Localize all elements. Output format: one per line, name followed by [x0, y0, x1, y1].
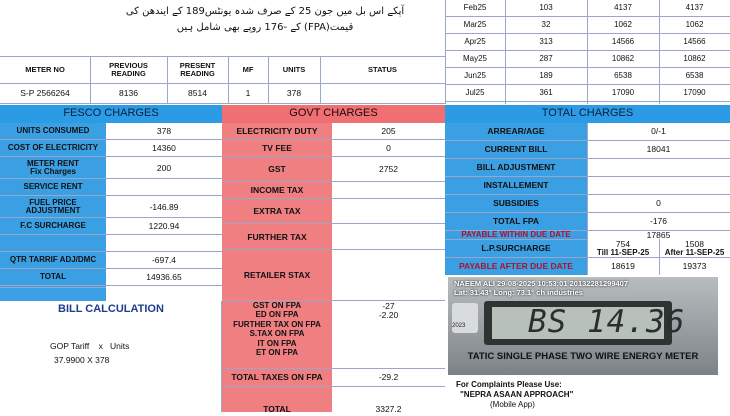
total-charges-table	[445, 123, 730, 275]
history-month: Feb25	[463, 2, 487, 12]
history-paid: 17090	[683, 87, 706, 97]
fpa-tax-label: IT ON FPA	[257, 339, 297, 348]
after-date-value: 19373	[682, 261, 707, 272]
fpa-tax-value	[332, 349, 445, 359]
govt-charge-value: 0	[386, 143, 391, 154]
fpa-notice	[100, 4, 430, 36]
history-paid: 1062	[685, 19, 704, 29]
govt-charge-value: 205	[381, 126, 396, 137]
fesco-charge-label: TOTAL	[40, 272, 66, 282]
history-units: 361	[539, 87, 553, 97]
lp-surcharge-label: L.P.SURCHARGE	[481, 243, 551, 254]
fesco-charge-label	[0, 235, 106, 252]
fpa-tax-label: S.TAX ON FPA	[249, 329, 305, 339]
fpa-notice-line2: قیمت(FPA) کے -176 روپے بھی شامل ہیں	[176, 22, 354, 33]
bill-calc-formula: GOP Tariff x Units	[50, 341, 130, 351]
meter-display-reading: BS 14.36	[528, 304, 686, 340]
history-month: May25	[462, 53, 487, 63]
bill-calc-value: 37.9900 X 378	[54, 355, 110, 365]
fesco-charge-value: 200	[156, 162, 172, 173]
history-bill: 17090	[611, 87, 635, 97]
subsidies-value: 0	[656, 198, 661, 209]
complaints-line-2: "NEPRA ASAAN APPROACH"	[460, 390, 574, 399]
history-month: Jun25	[464, 70, 486, 80]
fpa-tax-value: -2.20	[378, 310, 399, 321]
lp-surcharge-value-1: 754	[615, 240, 631, 249]
total-taxes-fpa-value: -29.2	[378, 372, 399, 383]
total-taxes-fpa-label: TOTAL TAXES ON FPA	[231, 372, 323, 383]
history-units: 189	[539, 70, 553, 80]
mf-value: 1	[245, 88, 251, 99]
govt-charges-title: GOVT CHARGES	[222, 105, 445, 123]
fpa-tax-label: ED ON FPA	[255, 310, 299, 320]
after-date-label: After 11-SEP-25	[664, 249, 725, 258]
history-units: 103	[539, 2, 553, 12]
history-paid: 4137	[685, 2, 704, 12]
photo-caption-1: NAEEM ALI 29-08-2025 10:53:01 20132281299407	[454, 279, 629, 288]
till-date-value: 18619	[611, 261, 635, 272]
bill-calculation-title: BILL CALCULATION	[58, 303, 164, 315]
fesco-charge-value: 1220.94	[148, 221, 180, 232]
status-header: STATUS	[368, 65, 397, 75]
fpa-tax-value: -27	[382, 301, 395, 311]
total-fpa-value: -176	[649, 216, 667, 227]
fesco-charge-value: -697.4	[151, 255, 177, 266]
total-charges-title: TOTAL CHARGES	[445, 105, 730, 123]
govt-charge-label: RETAILER STAX	[243, 270, 311, 281]
fesco-charge-value: 14936.65	[146, 272, 182, 283]
history-month: Jul25	[465, 87, 485, 97]
history-bill: 4137	[614, 2, 632, 12]
meter-no-header: METER NO	[25, 65, 65, 75]
history-month: Apr25	[464, 36, 486, 46]
complaints-line-3: (Mobile App)	[490, 400, 535, 409]
fesco-charge-value: 14360	[152, 143, 176, 154]
history-units: 32	[541, 19, 551, 29]
govt-charge-value	[332, 182, 445, 199]
govt-charges-table	[222, 123, 445, 301]
lp-surcharge-value-2: 1508	[685, 240, 704, 249]
present-reading-value: 8514	[188, 88, 207, 99]
fpa-tax-label: FURTHER TAX ON FPA	[233, 320, 321, 329]
fpa-tax-label: GST ON FPA	[252, 301, 302, 310]
history-units: 313	[539, 36, 553, 46]
subsidies-label: SUBSIDIES	[493, 198, 539, 209]
grand-total-label: TOTAL	[263, 404, 291, 415]
payable-within-label-text: PAYABLE WITHIN DUE DATE	[461, 230, 571, 239]
complaints-line-1: For Complaints Please Use:	[456, 380, 562, 389]
payable-after-label: PAYABLE AFTER DUE DATE	[459, 261, 573, 272]
history-bill: 10862	[611, 53, 635, 63]
meter-year: 2023	[452, 323, 466, 329]
fpa-tax-label: ET ON FPA	[255, 348, 299, 358]
fpa-tax-value	[332, 330, 445, 340]
govt-charge-value	[332, 250, 445, 301]
fesco-charges-table	[0, 123, 222, 301]
history-bill: 6538	[614, 70, 632, 80]
till-date-label: Till 11-SEP-25	[596, 249, 650, 258]
arrear-label: ARREAR/AGE	[487, 126, 545, 137]
govt-charge-label: TV FEE	[262, 143, 292, 154]
fesco-charge-label: UNITS CONSUMED	[16, 126, 90, 136]
payable-within-value: 17865	[646, 230, 671, 240]
fpa-tax-value	[332, 339, 445, 349]
fesco-charge-label: SERVICE RENT	[23, 182, 83, 192]
fesco-charge-label: METER RENT Fix Charges	[27, 158, 79, 176]
units-value: 378	[286, 88, 302, 99]
fesco-charge-value: -146.89	[149, 201, 179, 212]
meter-no-value: S-P 2566264	[20, 88, 70, 99]
history-paid: 14566	[683, 36, 706, 46]
meter-photo	[448, 277, 718, 375]
govt-charge-value	[332, 224, 445, 250]
fpa-taxes-table	[222, 301, 445, 415]
fesco-charge-value: 378	[156, 126, 172, 137]
bill-adjustment-value	[587, 159, 730, 176]
bill-adjustment-label: BILL ADJUSTMENT	[476, 162, 556, 173]
current-bill-label: CURRENT BILL	[484, 144, 548, 155]
govt-charge-label: INCOME TAX	[250, 185, 304, 196]
history-paid: 6538	[685, 70, 704, 80]
billing-history-table	[445, 0, 730, 104]
history-bill: 14566	[611, 36, 635, 46]
meter-table	[0, 56, 445, 104]
arrear-value: 0/-1	[651, 126, 666, 137]
fesco-charge-label: QTR TARRIF ADJ/DMC	[9, 255, 97, 265]
govt-charge-label: FURTHER TAX	[247, 231, 307, 242]
photo-caption-2: Lat: 31.43° Long: 73.1° ch industries	[454, 288, 583, 297]
fpa-tax-value	[332, 320, 445, 330]
fesco-charges-title: FESCO CHARGES	[0, 105, 222, 123]
govt-charge-value	[332, 199, 445, 224]
total-fpa-label: TOTAL FPA	[492, 216, 540, 227]
grand-total-value: 3327.2	[375, 404, 402, 415]
installment-value	[587, 177, 730, 194]
fpa-notice-line1: آپکے اس بل میں جون 25 کے صرف شدہ یونٹس189 کے ایندھن کی	[125, 6, 405, 17]
bill-calculation-panel	[0, 301, 222, 412]
govt-charge-value: 2752	[379, 164, 398, 175]
fesco-charge-label: F.C SURCHARGE	[20, 221, 86, 231]
previous-reading-value: 8136	[119, 88, 138, 99]
status-value	[320, 84, 445, 103]
history-paid: 10862	[683, 53, 706, 63]
history-bill: 1062	[614, 19, 632, 29]
history-units: 287	[539, 53, 553, 63]
govt-charge-label: EXTRA TAX	[253, 206, 301, 217]
govt-charge-label: ELECTRICITY DUTY	[236, 126, 318, 137]
current-bill-value: 18041	[646, 144, 671, 155]
fesco-charge-label: COST OF ELECTRICITY	[7, 143, 99, 153]
mf-header: MF	[242, 65, 254, 75]
installment-label: INSTALLEMENT	[483, 180, 549, 191]
present-reading-header: PRESENT READING	[179, 61, 216, 78]
meter-photo-label: TATIC SINGLE PHASE TWO WIRE ENERGY METER	[467, 351, 699, 362]
complaints-info	[448, 380, 718, 410]
govt-charge-label: GST	[268, 164, 286, 175]
fesco-charge-value	[106, 235, 222, 252]
units-header: UNITS	[282, 65, 306, 75]
history-month: Mar25	[463, 19, 487, 29]
previous-reading-header: PREVIOUS READING	[109, 61, 148, 78]
fesco-charge-value	[106, 179, 222, 196]
fesco-charge-label: FUEL PRICE ADJUSTMENT	[25, 197, 81, 215]
